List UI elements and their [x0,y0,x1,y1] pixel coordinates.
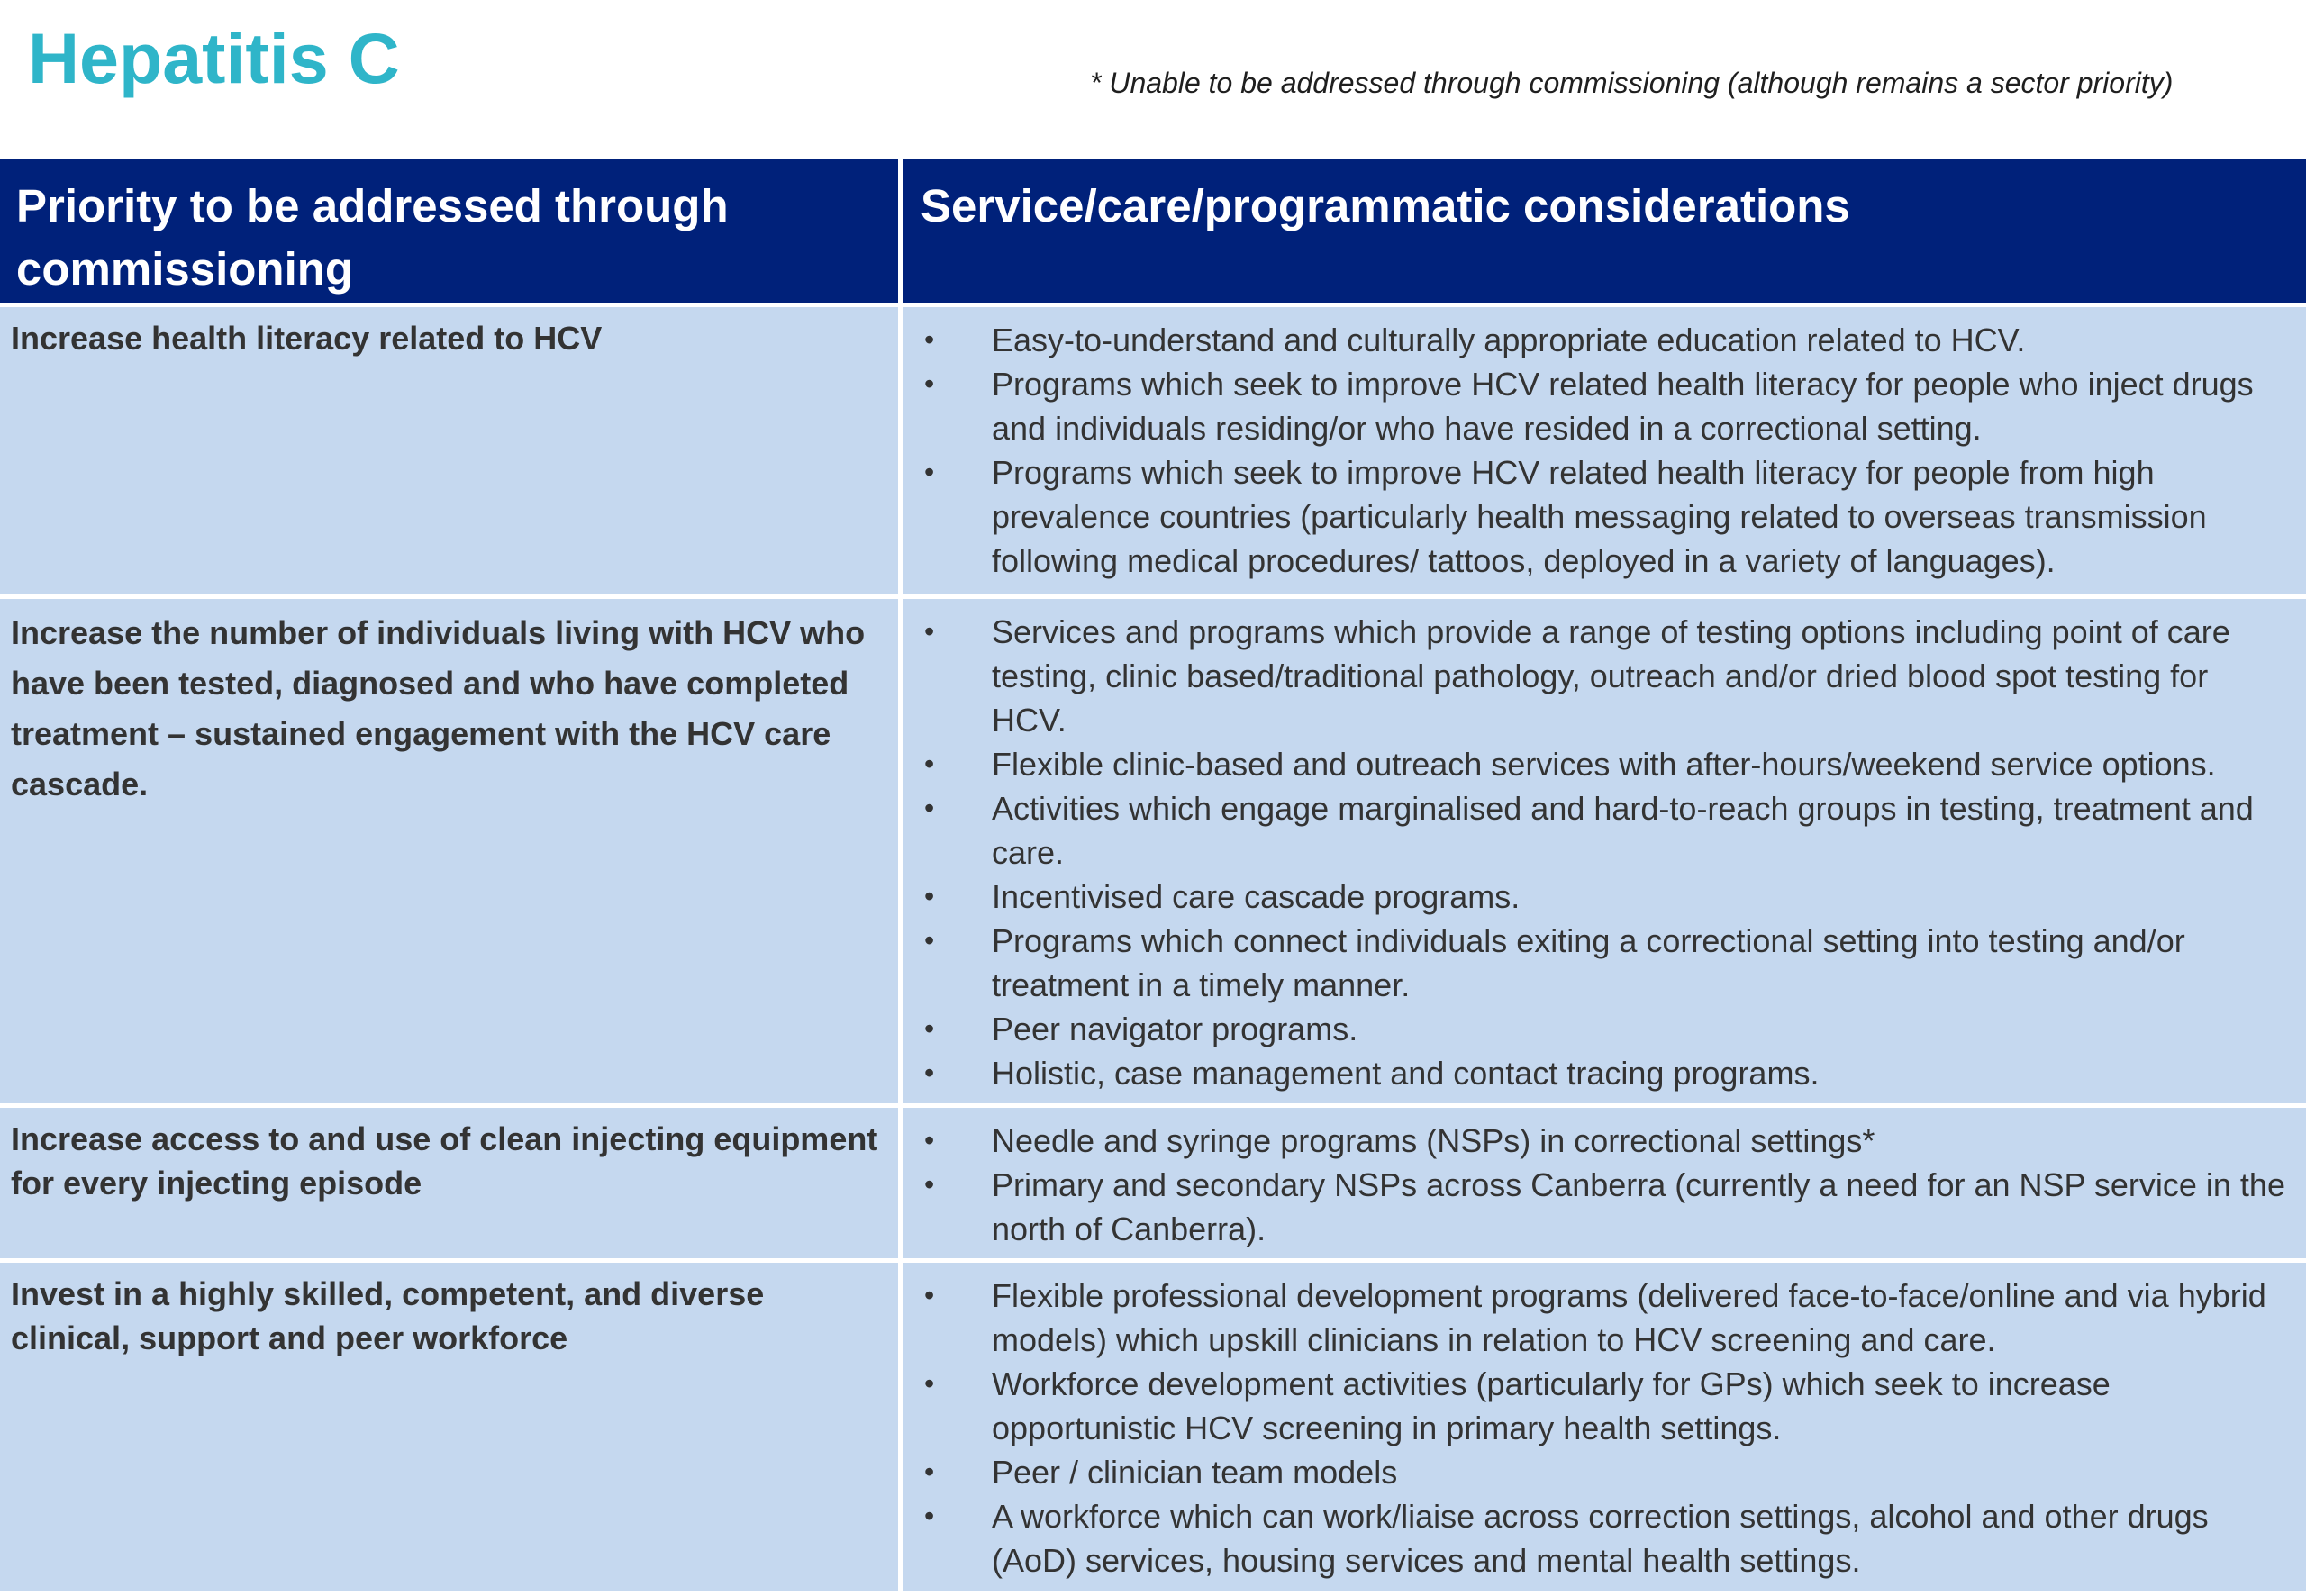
considerations-list [921,610,2288,1095]
priority-text: Increase the number of individuals living with HCV who have been tested, diagnosed and who have completed treatment – sustained engagement with the HCV care cascade. [11,614,866,803]
list-item: • Peer navigator programs. [921,1007,2288,1051]
list-item: • Easy-to-understand and culturally appropriate education related to HCV. [921,318,2288,362]
list-item: • Peer / clinician team models [921,1450,2288,1494]
priority-text: Invest in a highly skilled, competent, and diverse clinical, support and peer workforce [11,1275,765,1356]
considerations-cell [903,599,2306,1103]
considerations-cell [903,307,2306,594]
table-header-row [0,159,2306,303]
priority-text: Increase health literacy related to HCV [11,320,603,357]
considerations-cell [903,1108,2306,1258]
considerations-cell [903,1263,2306,1591]
list-item: • Programs which connect individuals exiting a correctional setting into testing and/or treatment in a timely manner. [921,919,2288,1007]
list-item: • Workforce development activities (particularly for GPs) which seek to increase opportunistic HCV screening in primary health settings. [921,1362,2288,1450]
list-item: • Primary and secondary NSPs across Canberra (currently a need for an NSP service in the north of Canberra). [921,1163,2288,1251]
priority-cell [0,1108,898,1258]
list-item: • Flexible clinic-based and outreach services with after-hours/weekend service options. [921,742,2288,786]
header-priority: Priority to be addressed through commissioning [0,159,898,303]
table-row [0,599,2306,1103]
priority-text: Increase access to and use of clean injecting equipment for every injecting episode [11,1120,878,1202]
table-row [0,307,2306,594]
priority-cell [0,1263,898,1591]
list-item: • Programs which seek to improve HCV related health literacy for people from high prevalence countries (particularly health messaging related to overseas transmission following medical procedures/ tattoos, deployed in a variety of languages). [921,450,2288,583]
considerations-list [921,318,2288,583]
footnote: * Unable to be addressed through commissioning (although remains a sector priority) [1090,67,2174,99]
list-item: • Flexible professional development programs (delivered face-to-face/online and via hybrid models) which upskill clinicians in relation to HCV screening and care. [921,1274,2288,1362]
list-item: • Needle and syringe programs (NSPs) in correctional settings* [921,1119,2288,1163]
priority-cell [0,599,898,1103]
priority-cell [0,307,898,594]
table-row [0,1263,2306,1591]
list-item: • A workforce which can work/liaise across correction settings, alcohol and other drugs (AoD) services, housing services and mental health settings. [921,1494,2288,1582]
header-considerations: Service/care/programmatic considerations [903,159,2306,303]
list-item: • Programs which seek to improve HCV related health literacy for people who inject drugs and individuals residing/or who have resided in a correctional setting. [921,362,2288,450]
considerations-list [921,1119,2288,1251]
list-item: • Holistic, case management and contact tracing programs. [921,1051,2288,1095]
page-title: Hepatitis C [28,18,400,98]
list-item: • Services and programs which provide a range of testing options including point of care testing, clinic based/traditional pathology, outreach and/or dried blood spot testing for HCV. [921,610,2288,742]
priorities-table [0,159,2306,1591]
list-item: • Incentivised care cascade programs. [921,875,2288,919]
table-row [0,1108,2306,1258]
list-item: • Activities which engage marginalised and hard-to-reach groups in testing, treatment and care. [921,786,2288,875]
considerations-list [921,1274,2288,1582]
